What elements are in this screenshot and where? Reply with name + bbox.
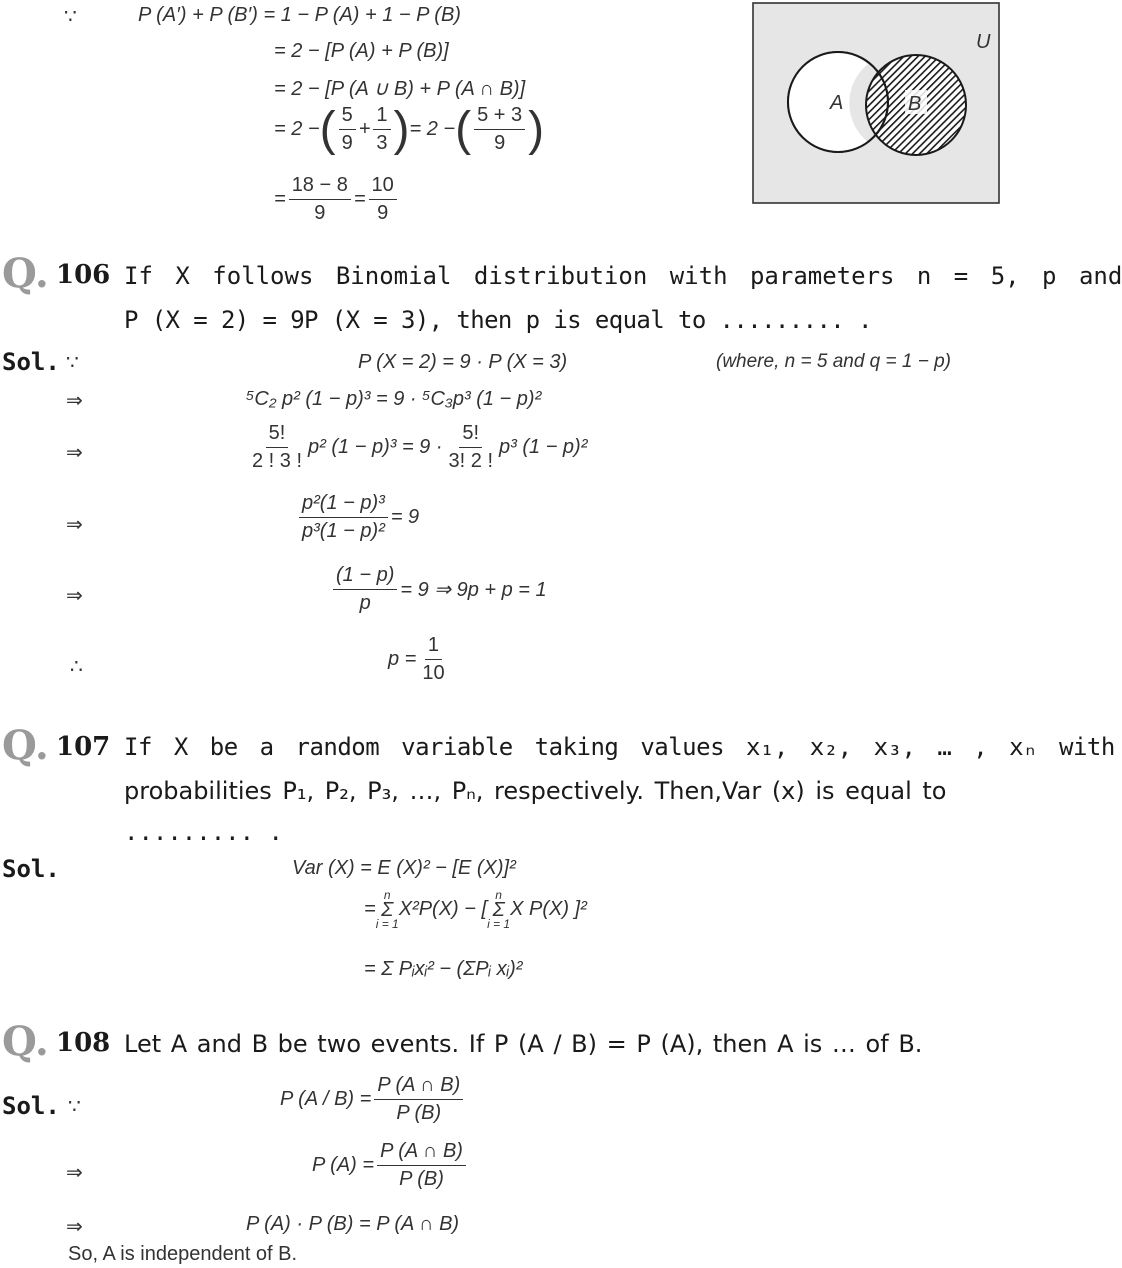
fraction-10-9: $\frac{10}{9}$ [369,174,397,225]
fraction-8-9: $\frac{5 + 3}{9}$ [474,104,525,155]
equation-line-3: = 2 − [P (A ∪ B) + P (A ∩ B)] [274,78,526,100]
fraction-1-10: $\frac{1}{10}$ [422,634,445,684]
solution-label: Sol. [2,348,60,376]
question-number: 107 [56,732,111,762]
therefore-symbol: ∴ [70,654,83,678]
equation-line-5: = $\frac{18 - 8}{9}$ = $\frac{10}{9}$ [274,174,400,225]
question-prefix: Q. [2,250,49,297]
sol-line-1: P (A / B) = $\frac{P (A \cap B)}{P (B)}$ [280,1074,466,1125]
question-text-line-1: If X follows Binomial distribution with parameters n = 5, p and [124,262,1122,290]
sol-line-4: $\frac{\text{p²(1 − p)³}}{\text{p³(1 − p)²}}$ = 9 [296,492,419,543]
sol-line-1: Var (X) = E (X)² − [E (X)]² [292,857,516,879]
sol-line-3: = Σ Pᵢxᵢ² − (ΣPᵢ xᵢ)² [364,958,523,980]
implies-arrow: ⇒ [66,388,83,412]
question-number: 108 [56,1028,111,1058]
sol-line-2: = n Σ i = 1 X²P(X) − [ n Σ i = 1 X P(X) ]² [364,888,587,931]
set-b-label: B [908,93,922,115]
solution-label: Sol. [2,855,60,883]
question-text-line-1: Let A and B be two events. If P (A / B) = P (A), then A is … of B. [124,1030,923,1058]
equation-line-4: = 2 − ( $\frac{5}{9}$ + $\frac{1}{3}$ ) = 2 − ( $\frac{5 + 3}{9}$ ) [274,102,545,156]
sol-line-5: $\frac{(1 - p)}{p}$ = 9 ⇒ 9p + p = 1 [330,564,547,615]
question-text-line-2: P (X = 2) = 9P (X = 3), then p is equal to ......... . [124,306,872,334]
question-text-line-2: probabilities P₁, P₂, P₃, …, Pₙ, respectively. Then,Var (x) is equal to [124,777,947,805]
because-symbol: ∵ [68,1094,81,1118]
summation-2: n Σ i = 1 [487,888,511,931]
because-symbol: ∵ [66,350,79,374]
sol-line-3: $\frac{5!}{2 ! 3 !}$ p² (1 − p)³ = 9 · $\frac{5!}{3! 2 !}$ p³ (1 − p)² [246,422,587,473]
implies-arrow: ⇒ [66,583,83,607]
fraction-p-powers: $\frac{\text{p²(1 − p)³}}{\text{p³(1 − p)²}}$ [299,492,388,543]
universe-label: U [976,31,991,53]
sol-line-3: P (A) · P (B) = P (A ∩ B) [246,1213,460,1235]
because-symbol: ∵ [64,4,77,28]
fraction-5-factorial: $\frac{5!}{2 ! 3 !}$ [252,422,303,472]
conclusion: So, A is independent of B. [68,1243,298,1265]
question-text-line-1: If X be a random variable taking values x₁, x₂, x₃, … , xₙ with [124,733,1115,761]
fraction-5-factorial-2: $\frac{5!}{3! 2 !}$ [448,422,494,472]
equation-line-2: = 2 − [P (A) + P (B)] [274,40,449,62]
implies-arrow: ⇒ [66,1214,83,1238]
fraction-one-minus-p-over-p: $\frac{(1 - p)}{p}$ [333,564,397,615]
question-prefix: Q. [2,722,49,769]
fraction-18-8-9: $\frac{18 - 8}{9}$ [289,174,351,225]
question-text-line-3: ......... . [124,818,283,846]
fraction-1-3: $\frac{1}{3}$ [373,104,390,155]
equation-line-1: P (A′) + P (B′) = 1 − P (A) + 1 − P (B) [138,4,461,26]
sol-note: (where, n = 5 and q = 1 − p) [716,351,952,372]
sol-line-6: p = $\frac{1}{10}$ [388,634,451,685]
sol-line-2: P (A) = $\frac{P (A \cap B)}{P (B)}$ [312,1140,469,1191]
eq4-prefix: = 2 − [274,118,320,140]
implies-arrow: ⇒ [66,1160,83,1184]
question-number: 106 [56,260,111,290]
question-prefix: Q. [2,1018,49,1065]
implies-arrow: ⇒ [66,512,83,536]
implies-arrow: ⇒ [66,440,83,464]
sol-line-1: P (X = 2) = 9 · P (X = 3) [358,351,568,373]
fraction-5-9: $\frac{5}{9}$ [339,104,356,155]
set-a-label: A [830,92,844,114]
solution-label: Sol. [2,1092,60,1120]
venn-diagram [752,2,1000,204]
fraction-intersection-over-b-2: $\frac{P (A \cap B)}{P (B)}$ [377,1140,466,1191]
summation-1: n Σ i = 1 [375,888,399,931]
fraction-intersection-over-b: $\frac{P (A \cap B)}{P (B)}$ [374,1074,463,1125]
sol-line-2: ⁵C₂ p² (1 − p)³ = 9 · ⁵C₃p³ (1 − p)² [246,388,542,410]
